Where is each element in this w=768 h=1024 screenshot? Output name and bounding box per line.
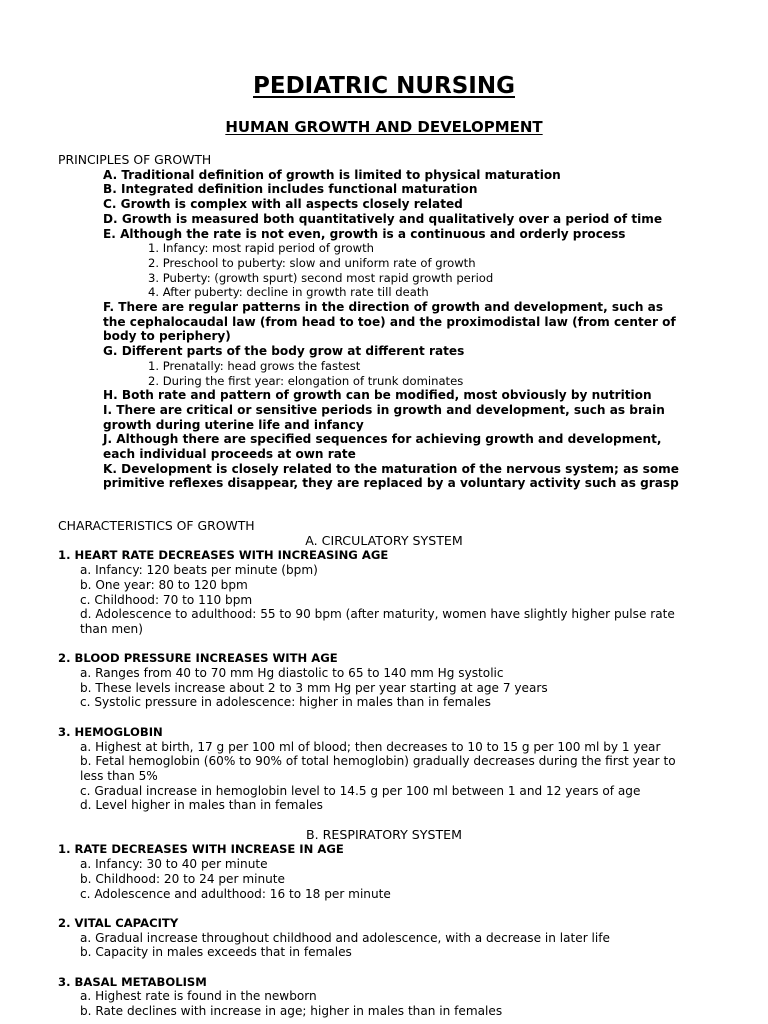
principle-item: K. Development is closely related to the maturation of the nervous system; as some [103, 461, 679, 476]
detail-line: a. Infancy: 120 beats per minute (bpm) [80, 563, 318, 578]
principle-subitem: 1. Infancy: most rapid period of growth [148, 241, 375, 256]
principle-item: J. Although there are specified sequences for achieving growth and development, [103, 432, 662, 447]
subsection-heading: 3. BASAL METABOLISM [58, 974, 207, 989]
principle-subitem: 1. Prenatally: head grows the fastest [148, 358, 361, 373]
principle-item: H. Both rate and pattern of growth can be modified, most obviously by nutrition [103, 388, 652, 403]
principle-item: I. There are critical or sensitive periods in growth and development, such as brain [103, 402, 665, 417]
principle-subitem: 3. Puberty: (growth spurt) second most rapid growth period [148, 270, 494, 285]
detail-line: a. Ranges from 40 to 70 mm Hg diastolic to 65 to 140 mm Hg systolic [80, 666, 504, 681]
detail-line: b. Rate declines with increase in age; higher in males than in females [80, 1004, 503, 1019]
detail-line: than men) [80, 621, 143, 636]
detail-line: c. Gradual increase in hemoglobin level to 14.5 g per 100 ml between 1 and 12 years of age [80, 783, 641, 798]
subsection-heading: 2. VITAL CAPACITY [58, 915, 179, 930]
detail-line: b. These levels increase about 2 to 3 mm Hg per year starting at age 7 years [80, 680, 548, 695]
detail-line: c. Childhood: 70 to 110 bpm [80, 592, 253, 607]
principle-subitem: 4. After puberty: decline in growth rate till death [148, 285, 429, 300]
subsection-heading: 3. HEMOGLOBIN [58, 724, 163, 739]
system-heading: A. CIRCULATORY SYSTEM [305, 532, 463, 548]
principle-item: growth during uterine life and infancy [103, 417, 364, 432]
spacer [0, 710, 768, 725]
detail-line: a. Gradual increase throughout childhood and adolescence, with a decrease in later life [80, 930, 610, 945]
subsection-heading: 1. HEART RATE DECREASES WITH INCREASING AGE [58, 548, 389, 563]
principle-item: D. Growth is measured both quantitatively and qualitatively over a period of time [103, 211, 663, 226]
detail-line: d. Level higher in males than in females [80, 798, 323, 813]
detail-line: b. Fetal hemoglobin (60% to 90% of total hemoglobin) gradually decreases during the first year to [80, 754, 676, 769]
principle-item: A. Traditional definition of growth is limited to physical maturation [103, 167, 561, 182]
page-subtitle: HUMAN GROWTH AND DEVELOPMENT [225, 118, 543, 136]
principle-item: F. There are regular patterns in the direction of growth and development, such as [103, 300, 664, 315]
detail-line: c. Adolescence and adulthood: 16 to 18 per minute [80, 886, 391, 901]
detail-line: less than 5% [80, 768, 158, 783]
subsection-heading: 2. BLOOD PRESSURE INCREASES WITH AGE [58, 651, 338, 666]
principles-list [0, 168, 768, 491]
characteristics-list [0, 534, 768, 1019]
detail-line: b. Capacity in males exceeds that in females [80, 945, 352, 960]
detail-line: a. Highest rate is found in the newborn [80, 989, 317, 1004]
system-heading: B. RESPIRATORY SYSTEM [306, 826, 462, 842]
characteristics-section [0, 519, 768, 1019]
page-title: PEDIATRIC NURSING [253, 73, 515, 99]
principle-item: primitive reflexes disappear, they are replaced by a voluntary activity such as grasp [103, 476, 679, 491]
detail-line: a. Highest at birth, 17 g per 100 ml of blood; then decreases to 10 to 15 g per 100 ml by 1 year [80, 739, 661, 754]
principle-item: the cephalocaudal law (from head to toe) and the proximodistal law (from center of [103, 314, 676, 329]
principle-item: each individual proceeds at own rate [103, 447, 356, 462]
detail-line: d. Adolescence to adulthood: 55 to 90 bpm (after maturity, women have slightly higher pulse rate [80, 607, 675, 622]
spacer [0, 813, 768, 828]
principle-subitem: 2. Preschool to puberty: slow and uniform rate of growth [148, 255, 476, 270]
principle-item: E. Although the rate is not even, growth is a continuous and orderly process [103, 226, 626, 241]
detail-line: a. Infancy: 30 to 40 per minute [80, 857, 268, 872]
principles-section [0, 153, 768, 491]
spacer [0, 637, 768, 652]
spacer [0, 960, 768, 975]
spacer [0, 901, 768, 916]
principle-item: C. Growth is complex with all aspects closely related [103, 197, 463, 212]
principle-item: B. Integrated definition includes functional maturation [103, 182, 478, 197]
principle-subitem: 2. During the first year: elongation of trunk dominates [148, 373, 464, 388]
detail-line: c. Systolic pressure in adolescence: higher in males than in females [80, 695, 491, 710]
subsection-heading: 1. RATE DECREASES WITH INCREASE IN AGE [58, 842, 344, 857]
principle-item: body to periphery) [103, 329, 231, 344]
section-heading: CHARACTERISTICS OF GROWTH [58, 518, 255, 533]
principle-item: G. Different parts of the body grow at different rates [103, 344, 465, 359]
detail-line: b. Childhood: 20 to 24 per minute [80, 871, 285, 886]
detail-line: b. One year: 80 to 120 bpm [80, 577, 248, 592]
section-heading: PRINCIPLES OF GROWTH [58, 152, 212, 167]
